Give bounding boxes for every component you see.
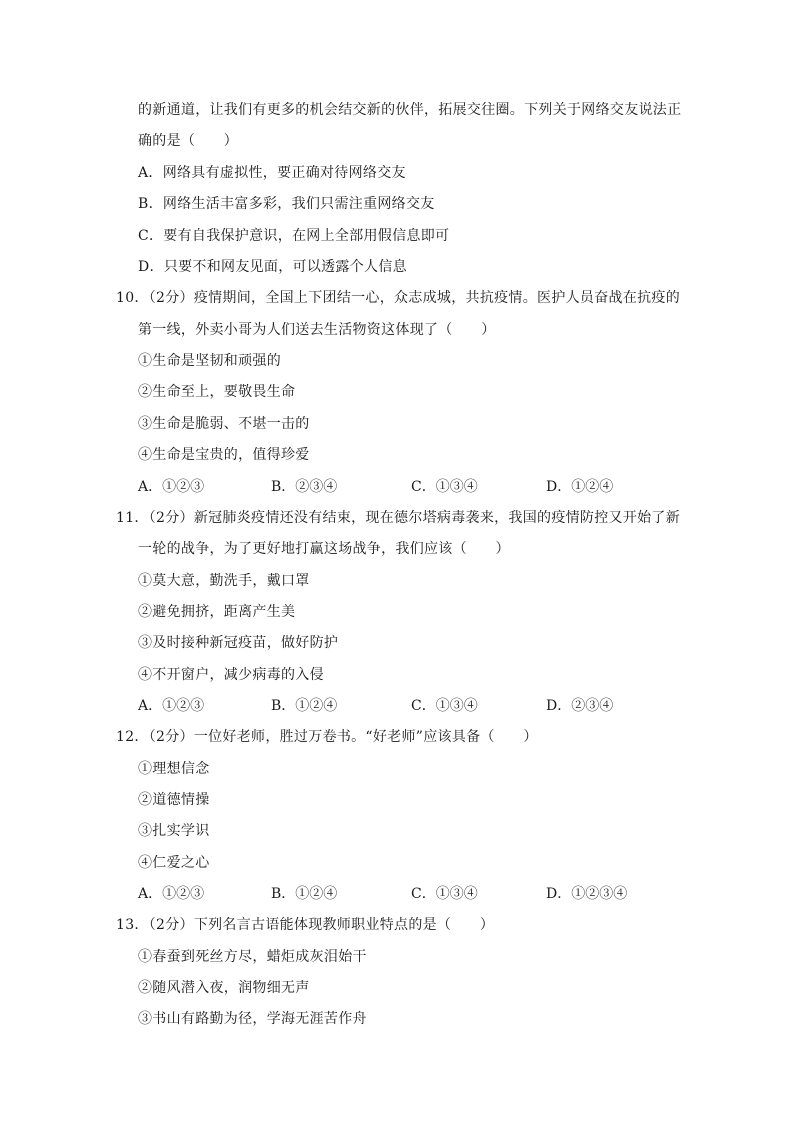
q13-item-2: ②随风潜入夜，润物细无声 xyxy=(138,980,310,996)
q12-item-1: ①理想信念 xyxy=(138,761,210,777)
q12-stem-line-1: 12．（2分）一位好老师，胜过万卷书。“好老师”应该具备（ ） xyxy=(116,729,538,745)
q9-continuation-line-2: 确的是（ ） xyxy=(138,133,239,149)
q11-item-2: ②避免拥挤，距离产生美 xyxy=(138,604,296,620)
q9-option-d: D．只要不和网友见面，可以透露个人信息 xyxy=(138,259,407,275)
q12-choices xyxy=(138,884,678,904)
q11-choice-b: B．①②④ xyxy=(271,698,338,714)
q12-choice-c: C．①③④ xyxy=(411,886,478,902)
q10-choice-d: D．①②④ xyxy=(546,479,614,495)
q11-choices xyxy=(138,696,658,716)
q12-item-2: ②道德情操 xyxy=(138,792,210,808)
q12-item-4: ④仁爱之心 xyxy=(138,855,210,871)
q9-option-b: B．网络生活丰富多彩，我们只需注重网络交友 xyxy=(138,196,435,212)
q9-option-a: A．网络具有虚拟性，要正确对待网络交友 xyxy=(138,165,406,181)
q11-item-1: ①莫大意，勤洗手，戴口罩 xyxy=(138,573,310,589)
q10-choice-c: C．①③④ xyxy=(411,479,478,495)
q9-continuation-line-1: 的新通道，让我们有更多的机会结交新的伙伴，拓展交往圈。下列关于网络交友说法正 xyxy=(138,102,682,118)
q11-choice-d: D．②③④ xyxy=(546,698,614,714)
q12-choice-a: A．①②③ xyxy=(138,886,205,902)
q13-item-1: ①春蚕到死丝方尽，蜡炬成灰泪始干 xyxy=(138,949,367,965)
q10-choice-a: A．①②③ xyxy=(138,479,205,495)
q10-item-3: ③生命是脆弱、不堪一击的 xyxy=(138,416,310,432)
q10-stem-line-2: 第一线，外卖小哥为人们送去生活物资这体现了（ ） xyxy=(138,322,496,338)
q10-choices xyxy=(138,477,658,497)
q9-option-c: C．要有自我保护意识，在网上全部用假信息即可 xyxy=(138,228,450,244)
q11-choice-c: C．①③④ xyxy=(411,698,478,714)
q13-stem-line-1: 13．（2分）下列名言古语能体现教师职业特点的是（ ） xyxy=(116,917,495,933)
q10-item-4: ④生命是宝贵的，值得珍爱 xyxy=(138,447,310,463)
q11-item-4: ④不开窗户，减少病毒的入侵 xyxy=(138,667,324,683)
q12-item-3: ③扎实学识 xyxy=(138,823,210,839)
q11-choice-a: A．①②③ xyxy=(138,698,205,714)
q13-item-3: ③书山有路勤为径，学海无涯苦作舟 xyxy=(138,1011,367,1027)
q10-choice-b: B．②③④ xyxy=(271,479,338,495)
q10-item-1: ①生命是坚韧和顽强的 xyxy=(138,353,281,369)
q11-stem-line-1: 11．（2分）新冠肺炎疫情还没有结束，现在德尔塔病毒袭来，我国的疫情防控又开始了新 xyxy=(116,510,681,526)
q12-choice-d: D．①②③④ xyxy=(546,886,628,902)
q11-stem-line-2: 一轮的战争，为了更好地打赢这场战争，我们应该（ ） xyxy=(138,541,510,557)
q10-item-2: ②生命至上，要敬畏生命 xyxy=(138,384,296,400)
q10-stem-line-1: 10．（2分）疫情期间，全国上下团结一心，众志成城，共抗疫情。医护人员奋战在抗疫的 xyxy=(116,290,681,306)
q11-item-3: ③及时接种新冠疫苗，做好防护 xyxy=(138,635,339,651)
q12-choice-b: B．①②④ xyxy=(271,886,338,902)
